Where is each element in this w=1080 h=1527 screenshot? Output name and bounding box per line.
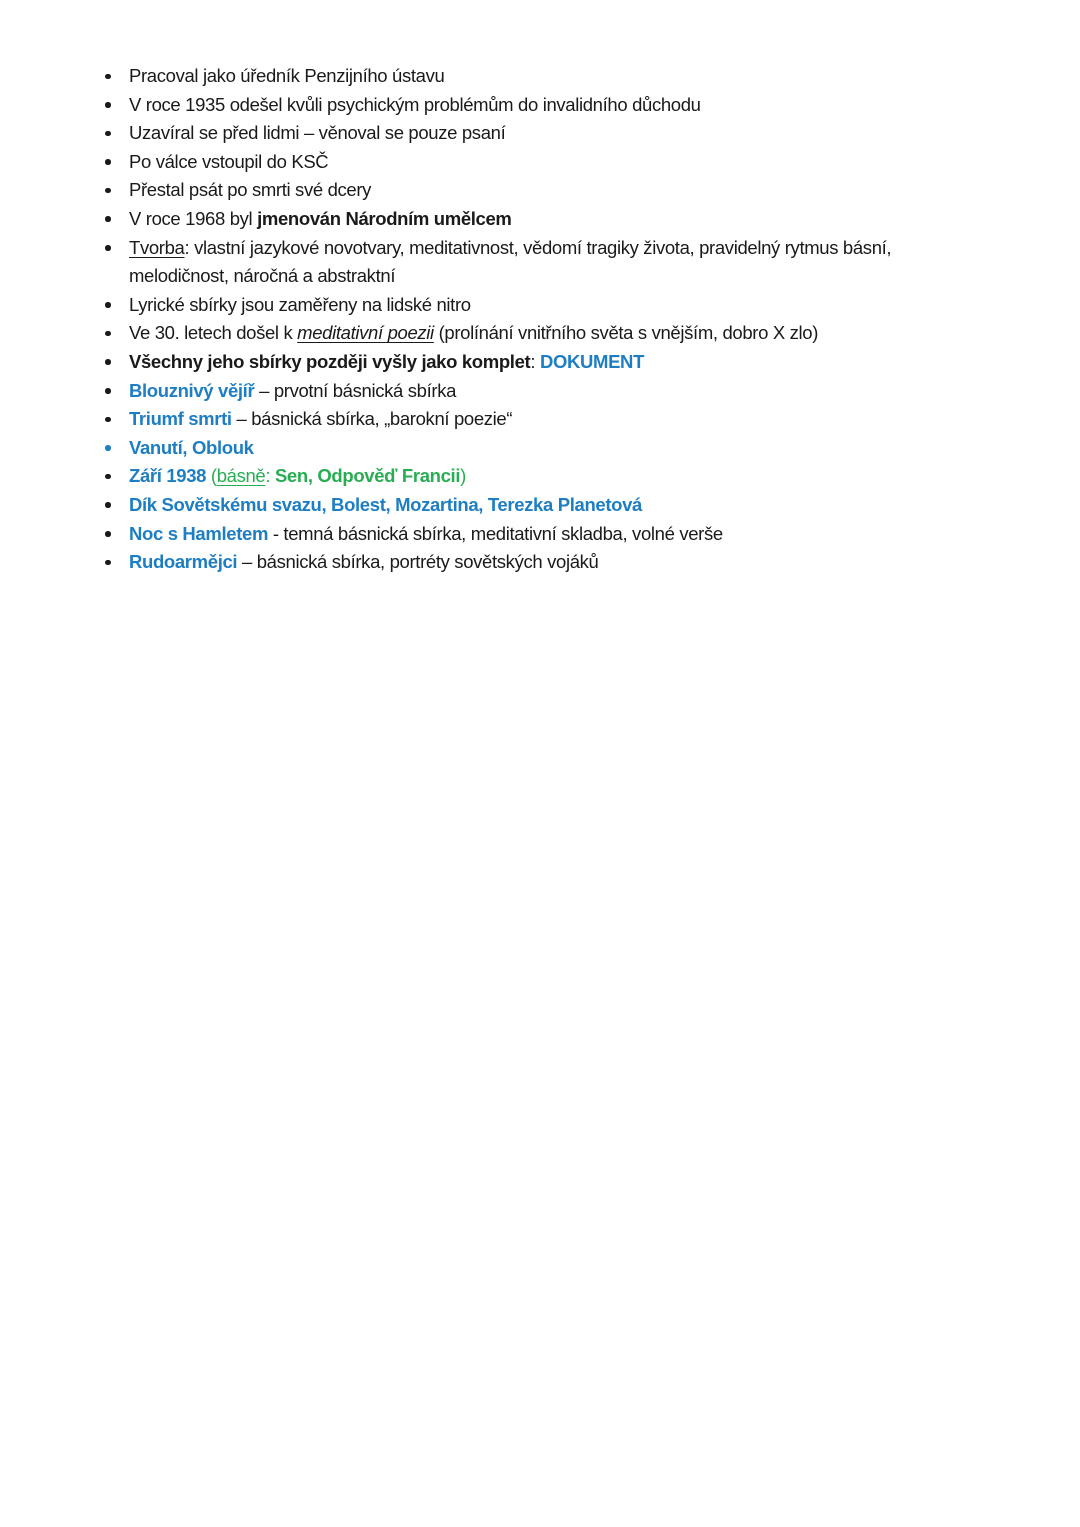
list-item (104, 405, 1064, 434)
text-run: meditativní poezii (297, 322, 434, 344)
text-run: Vanutí, Oblouk (129, 436, 254, 458)
list-item (104, 348, 1064, 377)
bullet-marker-icon (105, 474, 111, 480)
text-run: melodičnost, náročná a abstraktní (129, 265, 396, 287)
text-run: Noc s Hamletem (129, 522, 269, 544)
list-item (104, 520, 1064, 549)
list-item (104, 234, 1064, 291)
text-run: – básnická sbírka, „barokní poezie“ (231, 408, 513, 430)
text-run: Lyrické sbírky jsou zaměřeny na lidské nitro (129, 293, 471, 315)
bullet-marker-icon (105, 531, 111, 537)
bullet-marker-icon (105, 388, 111, 394)
text-run: Všechny jeho sbírky později vyšly jako komplet (129, 350, 531, 372)
text-run: (prolínání vnitřního světa s vnějším, dobro X zlo) (433, 322, 819, 344)
text-run: Dík Sovětskému svazu, Bolest, Mozartina, Terezka Planetová (129, 493, 642, 515)
text-run: Přestal psát po smrti své dcery (129, 179, 372, 201)
list-item (104, 205, 1064, 234)
list-item (104, 462, 1064, 491)
list-item (104, 377, 1064, 406)
list-item (104, 176, 1064, 205)
bullet-marker-icon (105, 102, 111, 108)
notes-bullet-list (104, 62, 1064, 577)
text-run: V roce 1968 byl (129, 207, 258, 229)
text-run: Tvorba (129, 236, 185, 258)
text-run: Triumf smrti (129, 408, 232, 430)
text-run: Září 1938 (129, 465, 207, 487)
text-run: – prvotní básnická sbírka (254, 379, 457, 401)
list-item (104, 91, 1064, 120)
text-run: – básnická sbírka, portréty sovětských vojáků (237, 551, 599, 573)
list-item (104, 291, 1064, 320)
text-run: - temná básnická sbírka, meditativní skladba, volné verše (268, 522, 723, 544)
text-run: básně (216, 465, 266, 487)
text-run: Po válce vstoupil do KSČ (129, 150, 329, 172)
text-run: Ve 30. letech došel k (129, 322, 298, 344)
text-run: : vlastní jazykové novotvary, meditativnost, vědomí tragiky života, pravidelný rytmus básní, (184, 236, 892, 258)
text-run: Uzavíral se před lidmi – věnoval se pouze psaní (129, 122, 506, 144)
list-item (104, 319, 1064, 348)
list-item (104, 491, 1064, 520)
bullet-marker-icon (105, 159, 111, 165)
text-run: Sen, Odpověď Francii (274, 465, 461, 487)
list-item (104, 62, 1064, 91)
text-run: Pracoval jako úředník Penzijního ústavu (129, 65, 445, 86)
text-run: : (265, 465, 275, 487)
bullet-marker-icon (105, 417, 111, 423)
bullet-marker-icon (105, 245, 111, 251)
bullet-marker-icon (105, 359, 111, 365)
bullet-marker-icon (105, 74, 111, 80)
bullet-marker-icon (105, 216, 111, 222)
text-run: ( (206, 465, 217, 487)
text-run: DOKUMENT (539, 350, 645, 372)
text-run: V roce 1935 odešel kvůli psychickým problémům do invalidního důchodu (129, 93, 701, 115)
bullet-marker-icon (105, 302, 111, 308)
bullet-marker-icon (105, 188, 111, 194)
text-run: Blouznivý vějíř (129, 379, 255, 401)
bullet-marker-icon (105, 445, 111, 451)
bullet-marker-icon (105, 560, 111, 566)
bullet-marker-icon (105, 131, 111, 137)
list-item (104, 548, 1064, 577)
text-run: ) (460, 465, 466, 487)
bullet-marker-icon (105, 502, 111, 508)
list-item (104, 119, 1064, 148)
list-item (104, 434, 1064, 463)
bullet-marker-icon (105, 331, 111, 337)
text-run: : (530, 350, 540, 372)
text-run: Rudoarmějci (129, 551, 238, 573)
list-item (104, 148, 1064, 177)
text-run: jmenován Národním umělcem (257, 207, 512, 229)
